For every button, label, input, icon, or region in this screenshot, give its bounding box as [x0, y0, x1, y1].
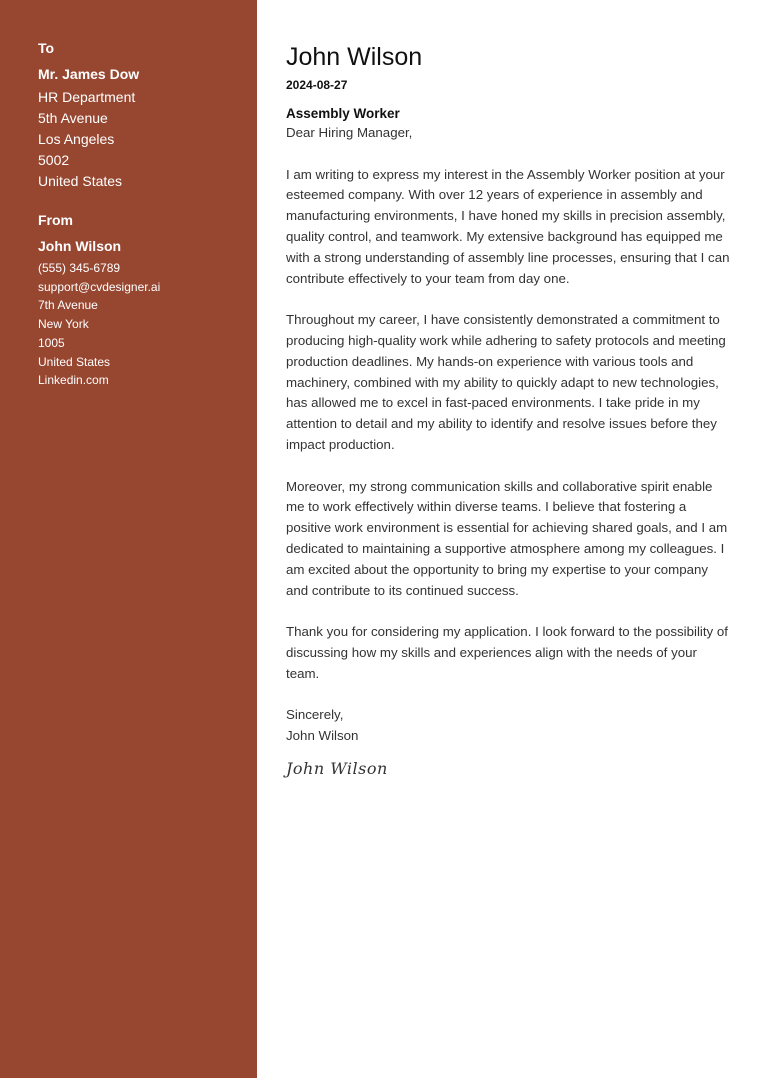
sender-email: support@cvdesigner.ai — [38, 279, 161, 294]
recipient-city: Los Angeles — [38, 131, 115, 147]
sender-website: Linkedin.com — [38, 373, 109, 388]
to-heading: To — [38, 40, 55, 56]
sidebar — [0, 0, 257, 1078]
page-title: John Wilson — [286, 43, 423, 71]
letter-body — [286, 42, 732, 778]
sender-name: John Wilson — [38, 238, 122, 254]
paragraph-closing: Thank you for considering my application. I look forward to the possibility of discussing how my skills and experiences align with the needs of your team. — [286, 624, 728, 681]
sender-country: United States — [38, 354, 111, 369]
paragraph-teamwork: Moreover, my strong communication skills and collaborative spirit enable me to work effectively within diverse teams. I believe that fostering a positive work environment is essential for achieving shared goals, and I am dedicated to maintaining a supportive atmosphere among my colleagues. I am excited about the opportunity to bring my expertise to your company and contribute to its continued success. — [286, 478, 728, 598]
job-title: Assembly Worker — [286, 106, 400, 121]
recipient-name: Mr. James Dow — [38, 66, 140, 82]
recipient-postal-code: 5002 — [38, 152, 70, 168]
paragraph-experience: Throughout my career, I have consistently demonstrated a commitment to producing high-quality work while adhering to safety protocols and meeting production deadlines. My hands-on experience with various tools and machinery, combined with my ability to quickly adapt to new technologies, has allowed me to excel in fast-paced environments. I take pride in my attention to detail and my ability to identify and resolve issues before they impact production. — [286, 312, 726, 452]
recipient-street: 5th Avenue — [38, 110, 108, 126]
recipient-department: HR Department — [38, 89, 136, 105]
greeting: Dear Hiring Manager, — [286, 125, 413, 140]
sender-postal-code: 1005 — [38, 335, 65, 350]
sender-phone: (555) 345-6789 — [38, 261, 121, 275]
from-section — [38, 212, 257, 390]
closing-phrase: Sincerely, — [286, 707, 344, 723]
to-section — [38, 40, 257, 192]
paragraph-intro: I am writing to express my interest in the Assembly Worker position at your esteemed company. With over 12 years of experience in assembly and manufacturing environments, I have honed my skills in precision assembly, quality control, and teamwork. My extensive background has equipped me with a strong understanding of assembly line processes, ensuring that I can contribute effectively to your team from day one. — [286, 166, 730, 286]
sender-city: New York — [38, 317, 89, 332]
letter-date: 2024-08-27 — [286, 78, 348, 92]
signature: John Wilson — [286, 758, 388, 778]
from-heading: From — [38, 212, 73, 228]
sender-street: 7th Avenue — [38, 298, 98, 313]
closing-name: John Wilson — [286, 728, 359, 744]
recipient-country: United States — [38, 173, 123, 189]
